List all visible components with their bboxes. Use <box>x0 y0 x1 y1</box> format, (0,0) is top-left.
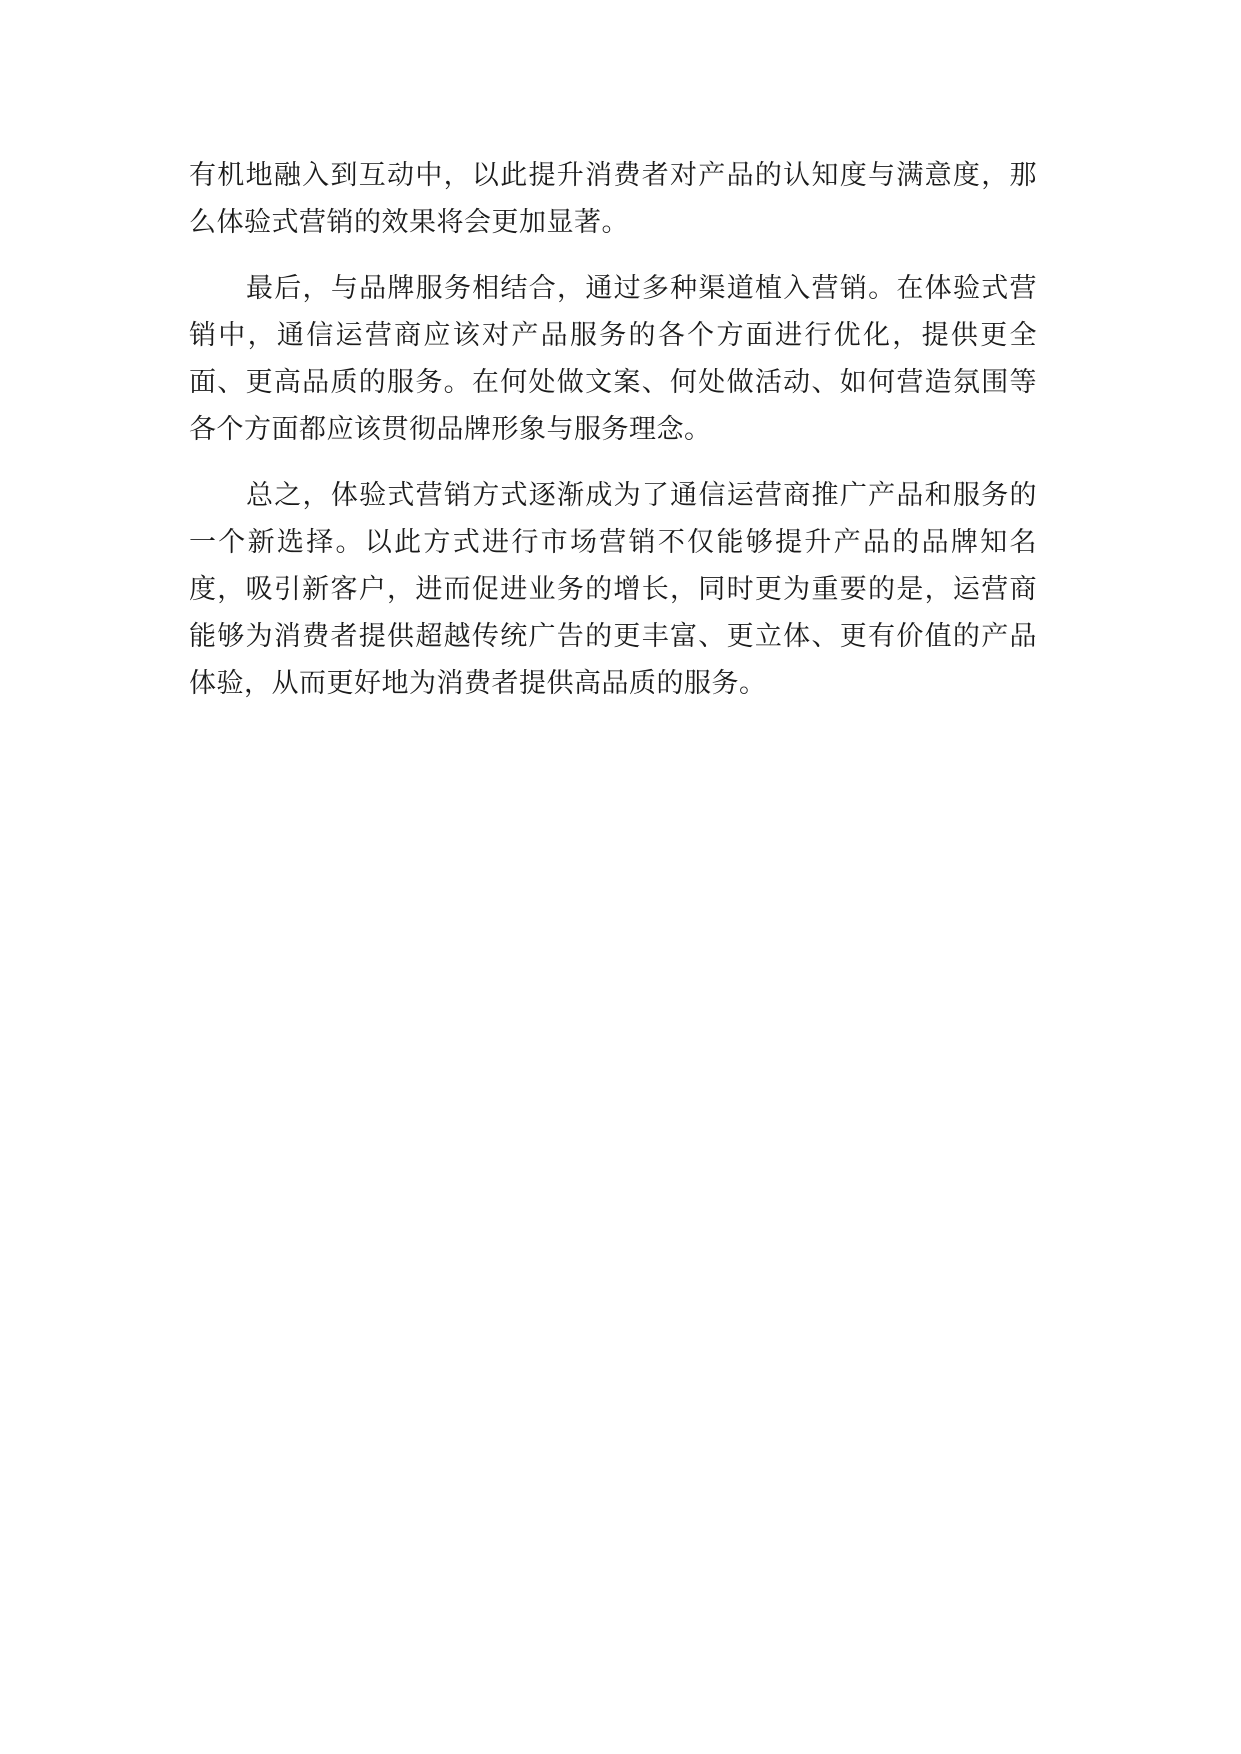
paragraph-conclusion: 总之，体验式营销方式逐渐成为了通信运营商推广产品和服务的一个新选择。以此方式进行市场营销不仅能够提升产品的品牌知名度，吸引新客户，进而促进业务的增长，同时更为重要的是，运营商能够为消费者提供超越传统广告的更丰富、更立体、更有价值的产品体验，从而更好地为消费者提供高品质的服务。 <box>189 480 1037 699</box>
paragraph-brand-service: 最后，与品牌服务相结合，通过多种渠道植入营销。在体验式营销中，通信运营商应该对产品服务的各个方面进行优化，提供更全面、更高品质的服务。在何处做文案、何处做活动、如何营造氛围等各个方面都应该贯彻品牌形象与服务理念。 <box>189 273 1037 445</box>
paragraph-continuation: 有机地融入到互动中，以此提升消费者对产品的认知度与满意度，那么体验式营销的效果将会更加显著。 <box>189 160 1037 238</box>
document-body <box>189 152 1037 726</box>
